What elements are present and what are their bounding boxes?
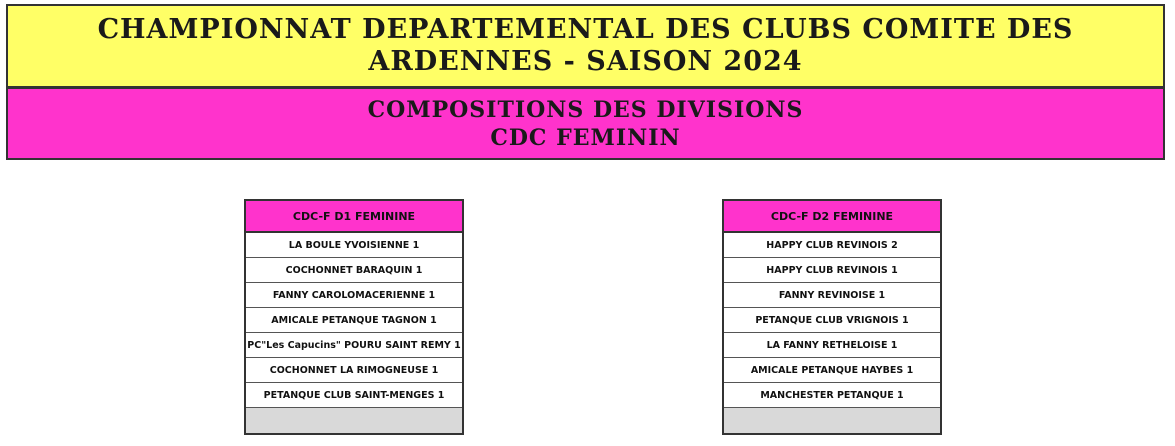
division-d2-header: CDC-F D2 FEMININE [724, 201, 940, 233]
team-row: COCHONNET LA RIMOGNEUSE 1 [246, 358, 462, 383]
team-row: PC"Les Capucins" POURU SAINT REMY 1 [246, 333, 462, 358]
division-d1-table [244, 199, 464, 435]
team-row: AMICALE PETANQUE TAGNON 1 [246, 308, 462, 333]
team-row: LA BOULE YVOISIENNE 1 [246, 233, 462, 258]
team-row: COCHONNET BARAQUIN 1 [246, 258, 462, 283]
team-row: HAPPY CLUB REVINOIS 2 [724, 233, 940, 258]
team-row: MANCHESTER PETANQUE 1 [724, 383, 940, 408]
team-row: FANNY CAROLOMACERIENNE 1 [246, 283, 462, 308]
team-row: FANNY REVINOISE 1 [724, 283, 940, 308]
team-row: LA FANNY RETHELOISE 1 [724, 333, 940, 358]
championship-title-line2: ARDENNES - SAISON 2024 [368, 46, 803, 77]
compositions-subtitle-banner [6, 87, 1165, 160]
empty-team-row [724, 408, 940, 433]
team-row: HAPPY CLUB REVINOIS 1 [724, 258, 940, 283]
team-row: AMICALE PETANQUE HAYBES 1 [724, 358, 940, 383]
compositions-subtitle-line2: CDC FEMININ [490, 124, 681, 151]
championship-title-line1: CHAMPIONNAT DEPARTEMENTAL DES CLUBS COMITE DES [97, 14, 1074, 45]
compositions-subtitle-line1: COMPOSITIONS DES DIVISIONS [367, 96, 804, 123]
division-d2-table [722, 199, 942, 435]
division-d1-header: CDC-F D1 FEMININE [246, 201, 462, 233]
championship-title-banner [6, 4, 1165, 88]
team-row: PETANQUE CLUB VRIGNOIS 1 [724, 308, 940, 333]
empty-team-row [246, 408, 462, 433]
team-row: PETANQUE CLUB SAINT-MENGES 1 [246, 383, 462, 408]
